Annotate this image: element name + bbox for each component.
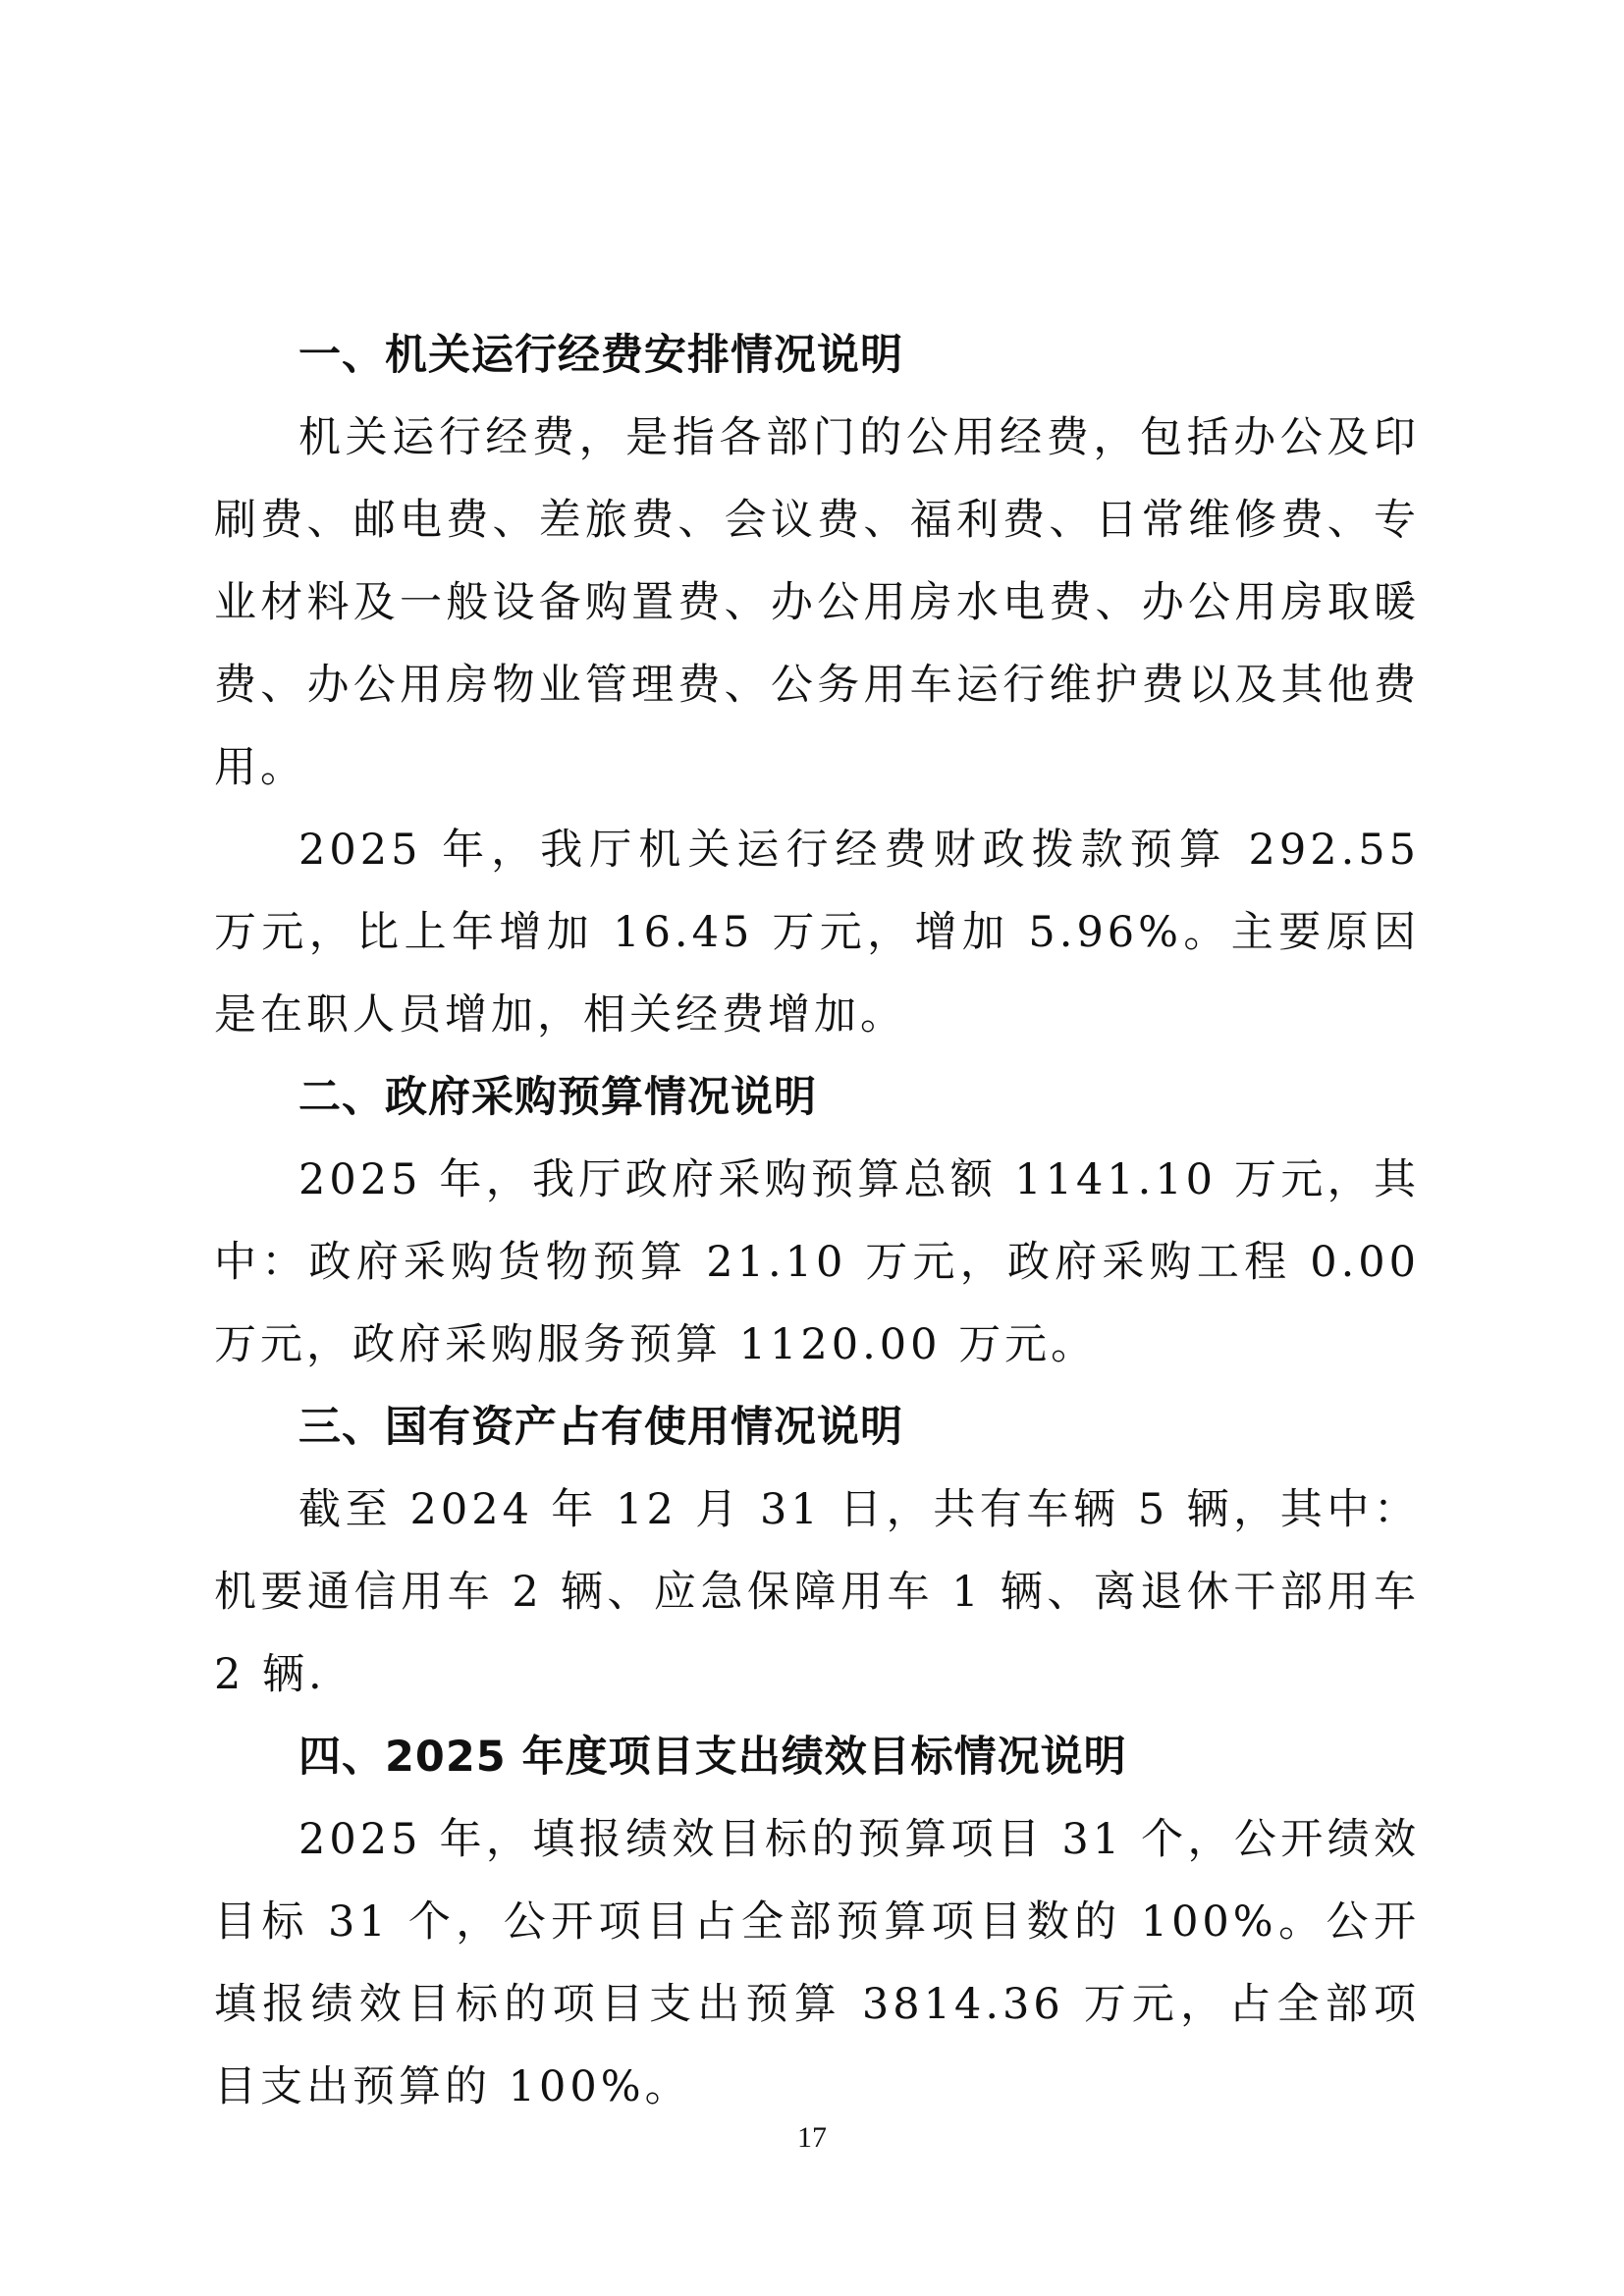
section-government-procurement	[214, 1056, 1420, 1386]
section-heading: 三、国有资产占有使用情况说明	[298, 1403, 903, 1452]
body-paragraph: 2025 年，我厅政府采购预算总额 1141.10 万元，其中：政府采购货物预算 21.10 万元，政府采购工程 0.00 万元，政府采购服务预算 1120.00 万元。	[214, 1155, 1420, 1369]
section-performance-goals	[214, 1716, 1420, 2128]
page-number: 17	[797, 2121, 827, 2154]
section-heading: 四、2025 年度项目支出绩效目标情况说明	[298, 1733, 1127, 1782]
body-paragraph: 2025 年，我厅机关运行经费财政拨款预算 292.55 万元，比上年增加 16.45 万元，增加 5.96%。主要原因是在职人员增加，相关经费增加。	[214, 826, 1420, 1040]
body-paragraph: 2025 年，填报绩效目标的预算项目 31 个，公开绩效目标 31 个，公开项目占全部预算项目数的 100%。公开填报绩效目标的项目支出预算 3814.36 万元，占全部项目支出预算的 100%。	[214, 1815, 1420, 2111]
body-paragraph: 截至 2024 年 12 月 31 日，共有车辆 5 辆，其中：机要通信用车 2 辆、应急保障用车 1 辆、离退休干部用车 2 辆.	[214, 1485, 1420, 1699]
section-heading: 一、机关运行经费安排情况说明	[298, 331, 903, 380]
document-body	[214, 314, 1420, 2128]
section-operating-expenses	[214, 314, 1420, 1056]
body-paragraph: 机关运行经费，是指各部门的公用经费，包括办公及印刷费、邮电费、差旅费、会议费、福利费、日常维修费、专业材料及一般设备购置费、办公用房水电费、办公用房取暖费、办公用房物业管理费、公务用车运行维护费以及其他费用。	[214, 413, 1420, 792]
section-heading: 二、政府采购预算情况说明	[298, 1073, 817, 1122]
section-state-assets	[214, 1386, 1420, 1716]
